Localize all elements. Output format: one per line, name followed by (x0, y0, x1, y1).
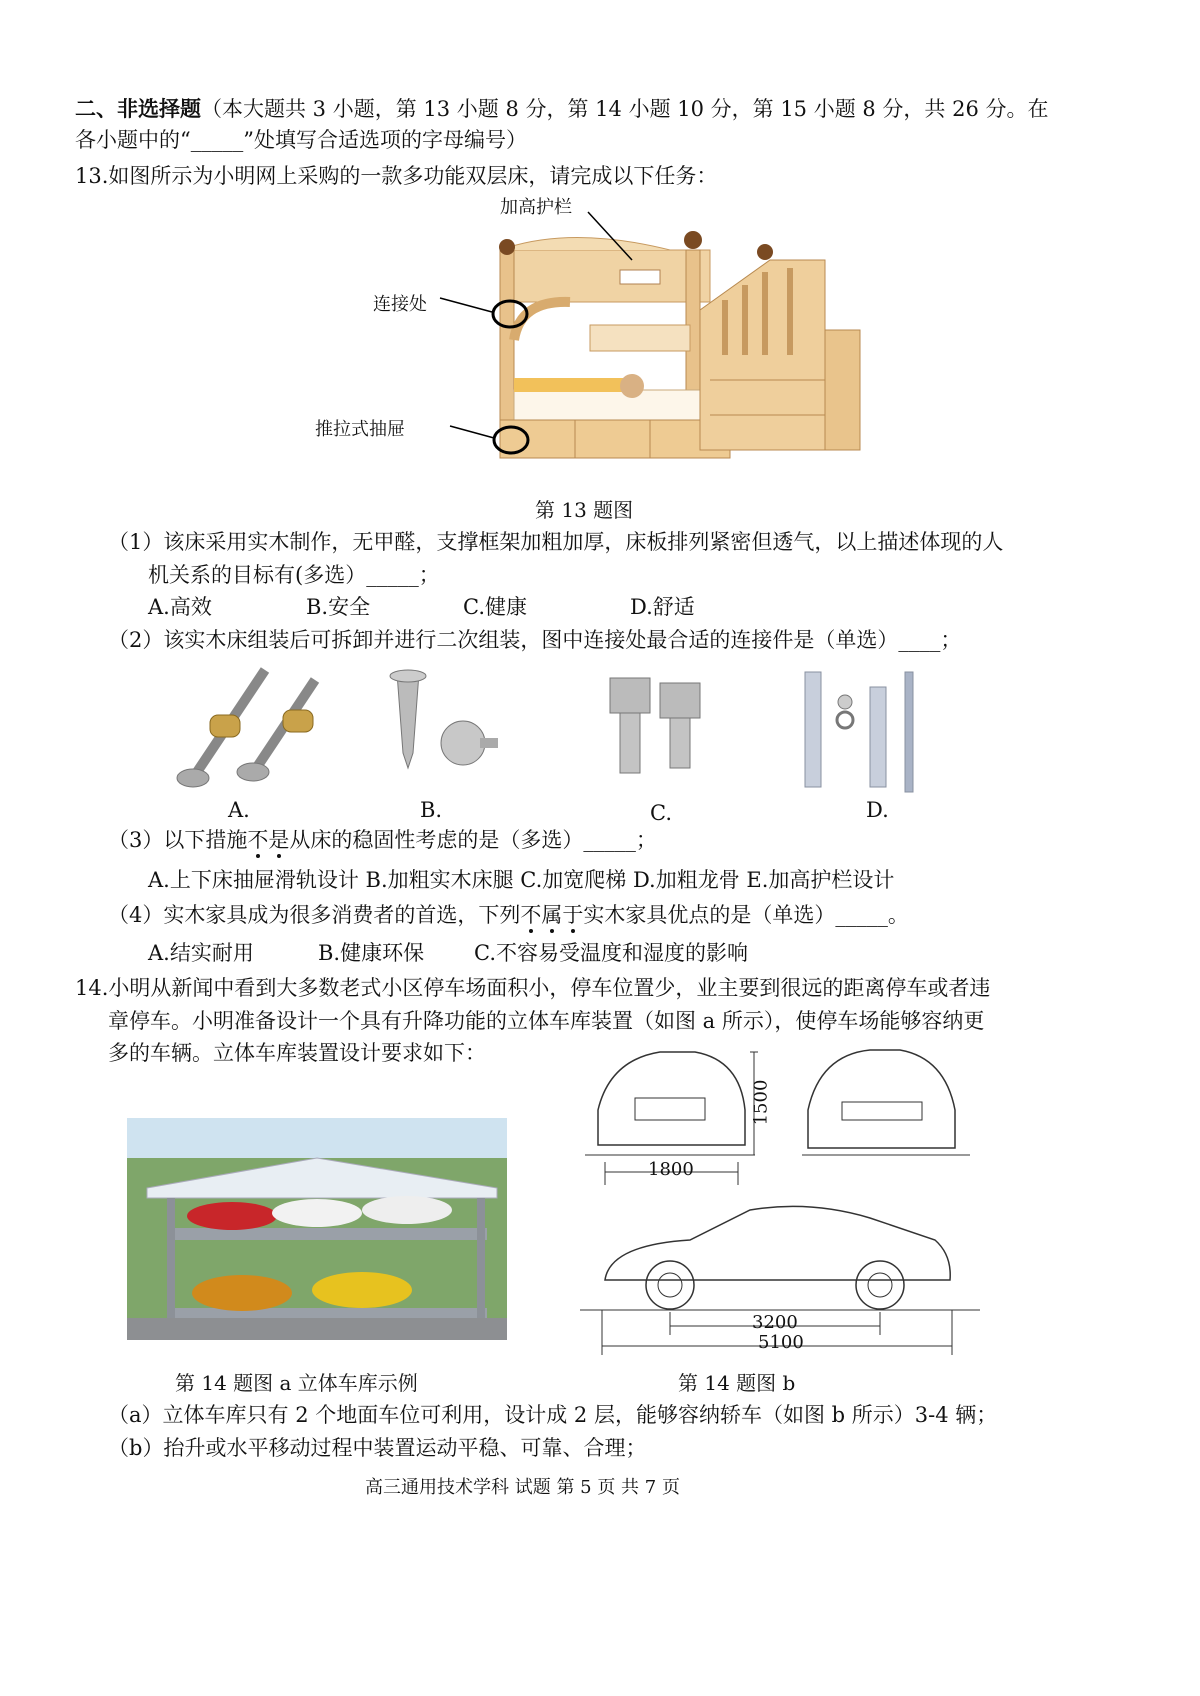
fastener-a-image (165, 660, 340, 790)
q13-p3-post: 从床的稳固性考虑的是（多选）_____； (289, 828, 657, 852)
q13-p1-line1: （1）该床采用实木制作，无甲醛，支撑框架加粗加厚，床板排列紧密但透气，以上描述体现的人 (108, 530, 1004, 554)
q13-p3-options: A.上下床抽屉滑轨设计 B.加粗实木床腿 C.加宽爬梯 D.加粗龙骨 E.加高护栏设计 (148, 868, 895, 892)
label-guardrail: 加高护栏 (500, 197, 572, 218)
q14-req-b: （b）抬升或水平移动过程中装置运动平稳、可靠、合理； (108, 1436, 647, 1460)
section-note-2: 各小题中的“_____”处填写合适选项的字母编号） (75, 128, 527, 152)
fig-14b-caption: 第 14 题图 b (678, 1371, 796, 1395)
bunk-bed-illustration (370, 190, 880, 480)
dim-length: 5100 (758, 1332, 804, 1353)
section-heading: 二、非选择题 (75, 96, 201, 121)
q13-p2-line: （2）该实木床组装后可拆卸并进行二次组装，图中连接处最合适的连接件是（单选）____； (108, 628, 962, 652)
q13-p2-option-b: B. (420, 798, 443, 822)
dim-wheelbase: 3200 (752, 1312, 798, 1333)
q14-line3: 多的车辆。立体车库装置设计要求如下： (108, 1041, 486, 1065)
q13-p4-option-c: C.不容易受温度和湿度的影响 (474, 941, 748, 965)
q13-p4-post: 实木家具优点的是（单选）_____。 (583, 903, 909, 927)
q13-p2-option-a: A. (228, 798, 250, 822)
fig-14a-caption: 第 14 题图 a 立体车库示例 (175, 1371, 418, 1395)
q13-p4-line (108, 905, 909, 926)
q13-p1-option-c: C.健康 (463, 595, 527, 619)
q13-p1-option-b: B.安全 (306, 595, 371, 619)
fastener-c-image (600, 668, 715, 788)
emphasis-char: 属 (541, 903, 563, 927)
page-footer: 高三通用技术学科 试题 第 5 页 共 7 页 (365, 1477, 680, 1498)
q13-p2-option-c: C. (650, 801, 672, 825)
car-dimension-drawing (580, 1040, 980, 1370)
label-drawer: 推拉式抽屉 (315, 419, 405, 440)
q13-p4-option-b: B.健康环保 (318, 941, 425, 965)
q13-p1-line2: 机关系的目标有(多选）_____； (148, 563, 440, 587)
q13-p2-option-d: D. (866, 798, 889, 822)
q13-p3-line (108, 830, 657, 851)
bunk-bed-figure (315, 190, 880, 480)
q13-p4-option-a: A.结实耐用 (148, 941, 254, 965)
q13-figure-caption: 第 13 题图 (535, 498, 634, 522)
parking-garage-photo (127, 1118, 507, 1340)
emphasis-char: 不 (520, 903, 542, 927)
fastener-b-image (375, 668, 505, 783)
label-joint: 连接处 (373, 294, 427, 315)
q13-p3-pre: （3）以下措施 (108, 828, 248, 852)
q13-p1-option-d: D.舒适 (630, 595, 695, 619)
q13-stem: 13.如图所示为小明网上采购的一款多功能双层床，请完成以下任务： (75, 164, 718, 188)
q14-line2: 章停车。小明准备设计一个具有升降功能的立体车库装置（如图 a 所示），使停车场能够容纳更 (108, 1009, 985, 1033)
q13-p4-pre: （4）实木家具成为很多消费者的首选，下列 (108, 903, 521, 927)
dim-height: 1500 (750, 1079, 772, 1126)
emphasis-char: 不 (247, 828, 269, 852)
section-heading-line (75, 98, 1049, 120)
section-note: （本大题共 3 小题，第 13 小题 8 分，第 14 小题 10 分，第 15 小题 8 分，共 26 分。在 (201, 97, 1049, 121)
emphasis-char: 是 (268, 828, 290, 852)
dim-width: 1800 (648, 1159, 694, 1180)
emphasis-char: 于 (562, 903, 584, 927)
q13-p1-option-a: A.高效 (148, 595, 212, 619)
q14-line1: 14.小明从新闻中看到大多数老式小区停车场面积小，停车位置少，业主要到很远的距离停车或者违 (75, 976, 991, 1000)
q14-req-a: （a）立体车库只有 2 个地面车位可利用，设计成 2 层，能够容纳轿车（如图 b 所示）3-4 辆； (108, 1403, 998, 1427)
fastener-d-image (795, 662, 935, 797)
